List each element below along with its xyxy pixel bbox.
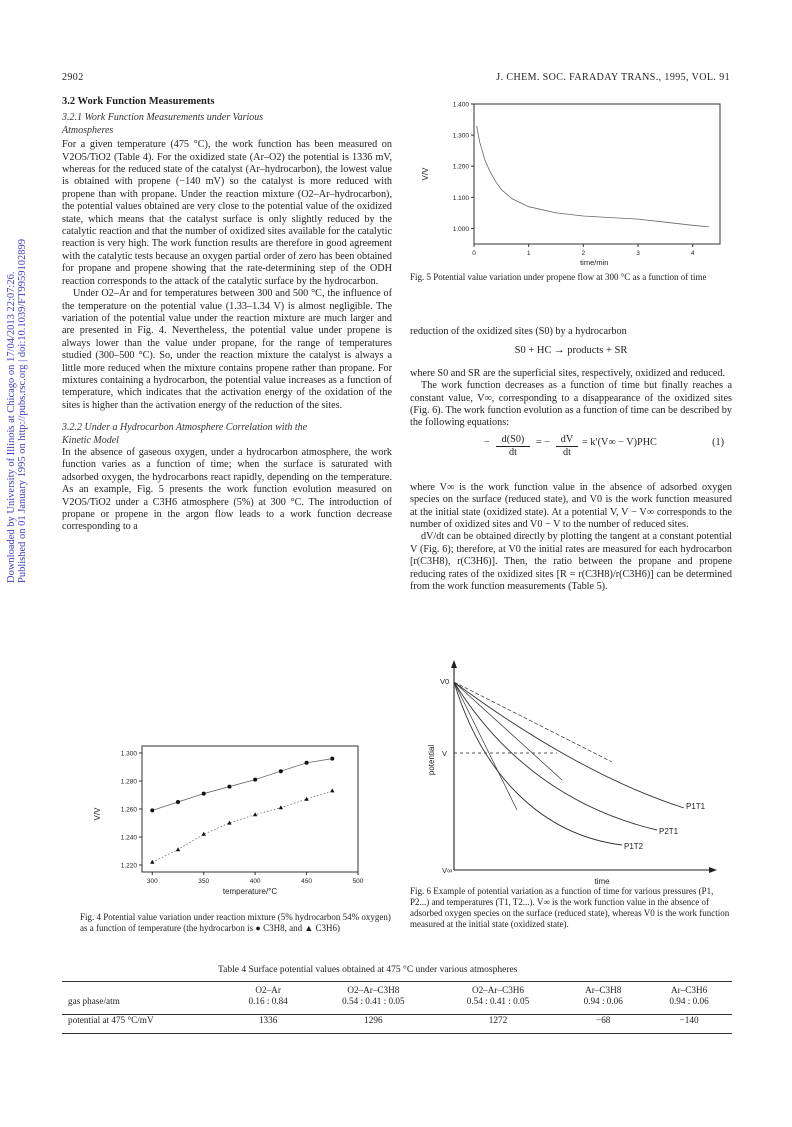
- fig6-tangent-line: [454, 682, 517, 810]
- fig4-point-c3h6: [253, 812, 257, 816]
- fig5-ytick-label: 1.400: [452, 101, 469, 109]
- fig4-point-c3h6: [176, 847, 180, 851]
- fig5-xtick-label: 2: [581, 250, 586, 257]
- fig5-ytick-label: 1.100: [452, 194, 469, 202]
- table4-title: Table 4 Surface potential values obtained at 475 °C under various atmospheres: [218, 965, 518, 975]
- left-column: [62, 96, 392, 534]
- reaction-equation: S0 + HC → products + SR: [514, 345, 628, 357]
- eq-mid-denominator: dt: [556, 446, 578, 459]
- table4-potential-value: 1336: [258, 1015, 278, 1025]
- where-sites-text: where S0 and SR are the superficial sites, respectively, oxidized and reduced.: [410, 367, 726, 379]
- table4-gas-ratio: 0.16 : 0.84: [248, 995, 288, 1006]
- where-vinf-text: where V∞ is the work function value in the absence of adsorbed oxygen species on the surface (reduced state), and V0 is the work function measured at the initial state (oxidized state). At a potential V, V − V∞ corresponds to the number of oxidized sites and V0 − V to the number of reduced sites.: [410, 481, 732, 531]
- fig6-curve-label: P2T1: [659, 827, 679, 836]
- table4-potential-value: −68: [596, 1015, 611, 1025]
- table4-gas-ratio: 0.94 : 0.06: [583, 995, 623, 1006]
- fig4-ytick-label: 1.260: [120, 806, 137, 814]
- fig5-xtick-label: 3: [636, 250, 640, 257]
- paragraph-2: Under O2–Ar and for temperatures between 300 and 500 °C, the influence of the temperature on the potential value (1.33–1.34 V) is almost negligible. The variation of the potential value under the reaction mixture are much larger and are presented in Fig. 4. Nevertheless, the potential value under propene is always lower than the value under propane, for the range of temperatures studied (300–500 °C). So, under the reaction mixture the catalyst is always a little more reduced when the mixture contains propene rather than propane. For mixtures containing a hydrocarbon, the potential value increases as a function of temperature, which indicates that the activation energy of the oxidation of the sites is higher than the activation energy of the reduction of the sites.: [62, 288, 392, 411]
- table4-gas-name: O2–Ar–C3H8: [347, 985, 400, 995]
- fig4-point-c3h6: [150, 860, 154, 864]
- equation-1: − $\frac{d(S0)}{dt}$ = − $\frac{dV}{dt}$ = k′(V∞ − V)PHC (1): [484, 433, 724, 459]
- subsection-heading-1b: Atmospheres: [62, 124, 114, 136]
- fig4-point-c3h8: [330, 757, 334, 761]
- table-row: [62, 1006, 732, 1026]
- fig4-point-c3h8: [305, 761, 309, 765]
- subsection-heading-1a: 3.2.1 Work Function Measurements under Various: [62, 112, 264, 124]
- fig6-vinf-label: V∞: [442, 866, 453, 875]
- fig4-ylabel: V/V: [93, 807, 102, 821]
- fig5-xtick-label: 1: [526, 250, 531, 257]
- fig6-tangent-line: [454, 682, 612, 762]
- fig6-y-arrow: [451, 660, 457, 668]
- published-notice[interactable]: Published on 01 January 1995 on http://pubs.rsc.org | doi:10.1039/FT9959102899: [17, 238, 28, 583]
- fig4-xtick-label: 350: [198, 878, 210, 885]
- table4-bottom-rule: [62, 1033, 732, 1034]
- fig6-curve-label: P1T2: [624, 842, 644, 851]
- fig6-ylabel: potential: [427, 744, 436, 776]
- table4-gas-ratio: 0.54 : 0.41 : 0.05: [342, 995, 405, 1006]
- fig6-caption: Fig. 6 Example of potential variation as a function of time for various pressures (P1, P2...) and temperatures (T1, T2...). V∞ is the work function value in the absence of adsorbed oxygen species on the surface (reduced state), whereas V0 is the work function measured at the initial state (oxidized state).: [410, 886, 730, 929]
- table4-gas-name: O2–Ar: [255, 985, 281, 995]
- dvdt-text: dV/dt can be obtained directly by plotting the tangent at a constant potential V (Fig. 6); therefore, at V0 the initial rates are measured for each hydrocarbon [r(C3H8), r(C3H6)]. Then, the ratio between the propane and propene reducing rates of the oxidized sites [R = r(C3H8)/r(C3H6)] can be determined from the work function measurements (Table 5).: [410, 531, 732, 593]
- fig4-xlabel: temperature/°C: [222, 887, 278, 896]
- table-cell: [62, 985, 225, 996]
- fig4-xtick-label: 500: [352, 878, 364, 885]
- eq-lhs-denominator: dt: [496, 446, 530, 459]
- fig5-xtick-label: 0: [472, 250, 476, 257]
- fig4-xtick-label: 300: [146, 878, 158, 885]
- table4-gas-ratio: 0.54 : 0.41 : 0.05: [466, 995, 530, 1006]
- fig6-v0-label: V0: [440, 677, 450, 686]
- fig5-ytick-label: 1.300: [452, 132, 469, 140]
- fig5-series-line: [477, 126, 709, 227]
- fig5-ytick-label: 1.000: [452, 225, 469, 233]
- table4-grid: [62, 985, 732, 1026]
- eq-mid-numerator: dV: [560, 433, 574, 445]
- fig4-ytick-label: 1.220: [120, 862, 137, 870]
- work-function-text: The work function decreases as a function of time but finally reaches a constant value, V∞, corresponding to a disappearance of the oxidized sites (Fig. 6). The work function evolution as a function of time can be described by the following equations:: [410, 380, 732, 429]
- page-number: 2902: [62, 72, 84, 83]
- fig6-v-label: V: [442, 749, 448, 758]
- download-sidebar: [0, 0, 26, 1127]
- eq-number: (1): [712, 436, 724, 448]
- subsection-heading-2a: 3.2.2 Under a Hydrocarbon Atmosphere Correlation with the: [62, 422, 308, 434]
- subsection-heading-2b: Kinetic Model: [62, 434, 119, 446]
- fig4-point-c3h6: [330, 788, 334, 792]
- table4-potential-value: 1272: [488, 1015, 508, 1025]
- fig4-point-c3h8: [279, 769, 283, 773]
- eq-rhs: = k′(V∞ − V)PHC: [582, 436, 657, 448]
- fig5-ytick-label: 1.200: [452, 163, 469, 171]
- fig5-chart: [412, 92, 732, 280]
- fig4-ytick-label: 1.280: [120, 778, 137, 786]
- fig4-point-c3h6: [279, 805, 283, 809]
- table-row: [62, 996, 732, 1007]
- table4-potential-value: 1296: [364, 1015, 383, 1025]
- fig5-caption: Fig. 5 Potential value variation under propene flow at 300 °C as a function of time: [410, 272, 707, 282]
- table4-row-header-potential: potential at 475 °C/mV: [68, 1015, 154, 1025]
- fig5-xtick-label: 4: [690, 250, 695, 257]
- fig6-curve-p1t1: [454, 682, 684, 808]
- fig4-ytick-label: 1.240: [120, 834, 137, 842]
- fig4-point-c3h8: [253, 778, 257, 782]
- fig6-curve-label: P1T1: [686, 802, 706, 811]
- right-column: [410, 326, 732, 594]
- fig4-ytick-label: 1.300: [120, 750, 137, 758]
- fig6-x-arrow: [709, 867, 717, 873]
- fig4-caption: Fig. 4 Potential value variation under reaction mixture (5% hydrocarbon 54% oxygen) as a function of temperature (the hydrocarbon is ● C3H8, and ▲ C3H6): [80, 912, 391, 933]
- fig4-xtick-label: 450: [301, 878, 313, 885]
- fig6-curve-p1t2: [454, 682, 622, 845]
- fig4-xtick-label: 400: [249, 878, 261, 885]
- fig4-point-c3h8: [176, 800, 180, 804]
- table4-gas-name: Ar–C3H8: [585, 985, 622, 995]
- paragraph-3: In the absence of gaseous oxygen, under a hydrocarbon atmosphere, the work function varies as a function of time; when the surface is saturated with adsorbed oxygen, the hydrocarbons react rapidly, depending on the temperature. As an example, Fig. 5 presents the work function evolution measured on V2O5/TiO2 under a C3H6 atmosphere (5%) at 300 °C. The introduction of propane or propene in the argon flow leads to a work function decrease corresponding to a: [62, 446, 392, 533]
- fig4-frame: [142, 746, 358, 872]
- fig4-chart: [80, 738, 380, 908]
- fig6-xlabel: time: [594, 877, 610, 885]
- reduction-text: reduction of the oxidized sites (S0) by a hydrocarbon: [410, 326, 627, 337]
- journal-header: J. CHEM. SOC. FARADAY TRANS., 1995, VOL. 91: [496, 72, 730, 83]
- eq-lhs-numerator: d(S0): [501, 433, 525, 445]
- section-heading: 3.2 Work Function Measurements: [62, 96, 215, 107]
- fig6-chart: [412, 650, 732, 885]
- fig5-frame: [474, 104, 720, 244]
- table4-top-rule: [62, 981, 732, 982]
- fig4-point-c3h8: [227, 785, 231, 789]
- fig4-point-c3h8: [150, 808, 154, 812]
- table4-potential-value: −140: [679, 1015, 699, 1025]
- table4-gas-name: Ar–C3H6: [670, 985, 708, 995]
- fig6-tangent-line: [454, 682, 562, 780]
- table4-gas-ratio: 0.94 : 0.06: [669, 995, 709, 1006]
- paragraph-1: For a given temperature (475 °C), the work function has been measured on V2O5/TiO2 (Table 4). For the oxidized state (Ar–O2) the potential is 1336 mV, whereas for the reduced state of the catalyst (Ar–hydrocarbon), the lowest value is obtained with propene (−140 mV) so the catalyst is more reduced with propene than with propane. Under the reaction mixture (O2–Ar–hydrocarbon), the potential values obtained are very close to the potential value of the oxidized state, which means that the catalyst surface is only slightly reduced by the catalytic reaction and that the number of oxidized sites available for the catalytic reaction is very high. The work function results are therefore in good agreement with the catalytic tests because an oxygen partial order of zero has been obtained for propane and propene showing that the rate-determining step of the ODH reaction corresponds to the attack of the catalytic surface by the hydrocarbon.: [62, 139, 392, 287]
- table-row: [62, 985, 732, 996]
- table4-row-header-gas: gas phase/atm: [68, 995, 120, 1006]
- table4-gas-name: O2–Ar–C3H6: [471, 985, 525, 995]
- table4: [62, 985, 732, 1026]
- fig5-ylabel: V/V: [421, 167, 430, 181]
- fig4-point-c3h8: [202, 792, 206, 796]
- download-notice[interactable]: Downloaded by University of Illinois at Chicago on 17/04/2013 22:07:26.: [6, 271, 17, 583]
- fig5-xlabel: time/min: [580, 258, 609, 267]
